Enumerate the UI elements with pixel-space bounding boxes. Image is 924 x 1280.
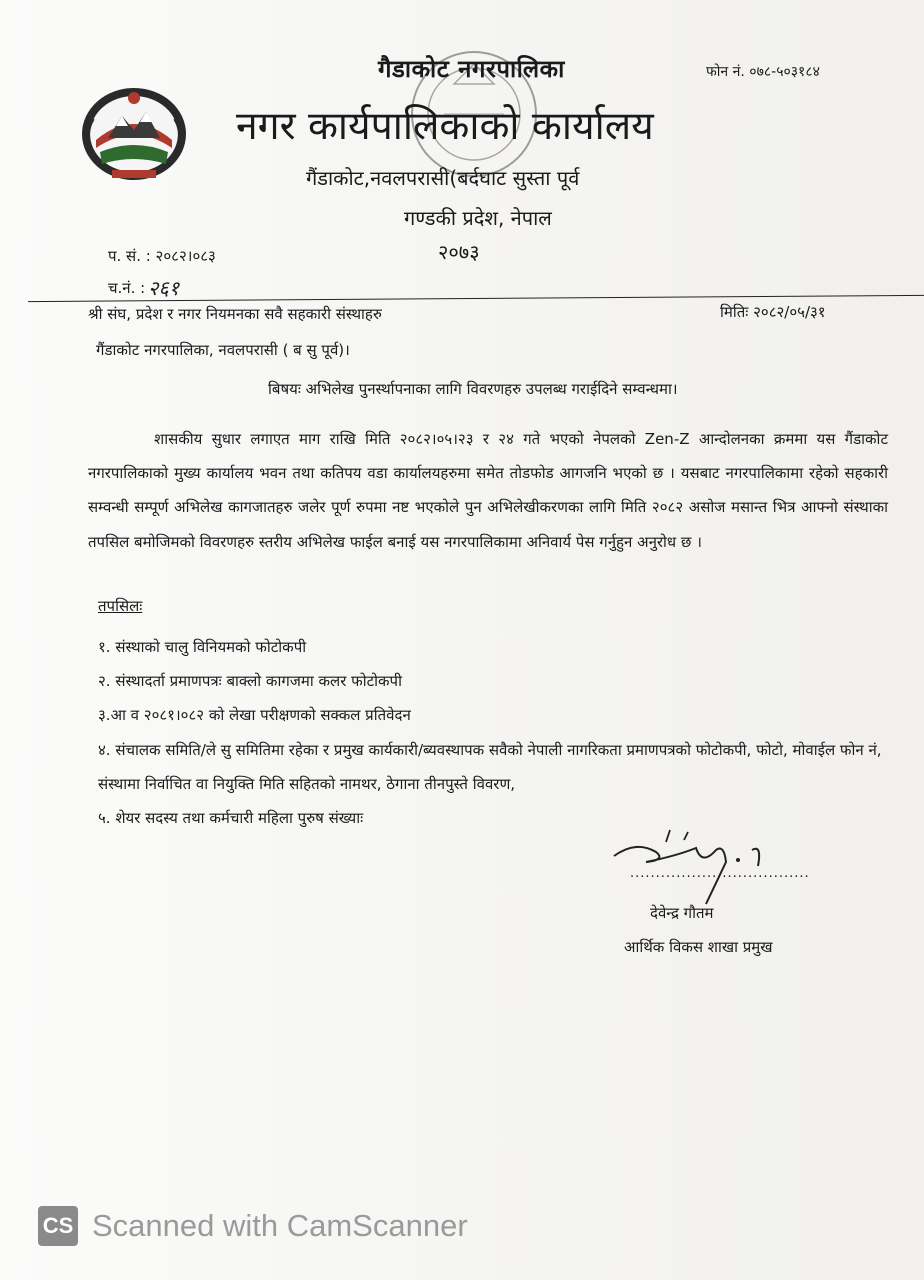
letter-body — [88, 422, 888, 559]
letter-date: मितिः २०८२/०५/३१ — [720, 303, 826, 321]
office-province: गण्डकी प्रदेश, नेपाल — [404, 206, 552, 230]
patra-sankhya: प. सं. : २०८२।०८३ — [108, 247, 216, 265]
office-address: गैंडाकोट,नवलपरासी(बर्दघाट सुस्ता पूर्व — [306, 166, 580, 190]
nepal-emblem-icon — [78, 78, 190, 184]
list-item: ३.आ व २०८१।०८२ को लेखा परीक्षणको सक्कल प्रतिवेदन — [98, 706, 411, 725]
list-item: ४. संचालक समिति/ले सु समितिमा रहेका र प्रमुख कार्यकारी/ब्यवस्थापक सवैको नेपाली नागरिकता प्रमाणपत्रको फोटोकपी, फोटो, मोवाईल फोन नं, संस्थामा निर्वाचित वा नियुक्ति मिति सहितको नामथर, ठेगाना तीनपुस्ते विवरण, — [98, 740, 882, 793]
list-item: २. संस्थादर्ता प्रमाणपत्रः बाक्लो कागजमा कलर फोटोकपी — [98, 672, 402, 691]
tapasil-heading: तपसिलः — [98, 597, 143, 615]
camscanner-watermark: Scanned with CamScanner — [92, 1208, 468, 1243]
established-year: २०७३ — [438, 240, 480, 264]
list-item: ५. शेयर सदस्य तथा कर्मचारी महिला पुरुष संख्याः — [98, 809, 364, 828]
letter-subject: बिषयः अभिलेख पुनर्स्थापनाका लागि विवरणहरु उपलब्ध गराईदिने सम्वन्धमा। — [268, 380, 678, 398]
chalani-number: २६१ — [148, 276, 180, 300]
recipient-line-1: श्री संघ, प्रदेश र नगर नियमनका सवै सहकारी संस्थाहरु — [88, 305, 382, 323]
list-item: १. संस्थाको चालु विनियमको फोटोकपी — [98, 638, 307, 656]
letter-body-text: शासकीय सुधार लगाएत माग राखि मिति २०८२।०५।२३ र २४ गते भएको नेपलको Zen-Z आन्दोलनका क्रममा यस गैंडाकोट नगरपालिकाको मुख्य कार्यालय भवन तथा कतिपय वडा कार्यालयहरुमा समेत तोडफोड आगजनि भएको छ । यसबाट नगरपालिकामा रहेको सहकारी सम्वन्धी सम्पूर्ण अभिलेख कागजातहरु जलेर पूर्ण रुपमा नष्ट भएकोले पुन अभिलेखीकरणका लागि मिति २०८२ असोज मसान्त भित्र आफ्नो संस्थाका तपसिल बमोजिमको विवरणहरु स्तरीय अभिलेख फाईल बनाई यस नगरपालिकामा अनिवार्य पेस गर्नुहुन अनुरोध छ । — [88, 430, 888, 551]
office-title: नगर कार्यपालिकाको कार्यालय — [236, 104, 654, 149]
chalani-label: च.नं. : — [108, 279, 146, 297]
tapasil-list — [98, 630, 888, 835]
camscanner-logo-icon: CS — [38, 1206, 78, 1246]
municipality-name: गैडाकोट नगरपालिका — [378, 55, 565, 83]
office-phone: फोन नं. ०७८-५०३१८४ — [706, 64, 820, 80]
signature-line: ................................... — [630, 866, 810, 881]
signatory-name: देवेन्द्र गौतम — [650, 904, 714, 922]
signatory-title: आर्थिक विकस शाखा प्रमुख — [624, 938, 773, 956]
recipient-line-2: गैंडाकोट नगरपालिका, नवलपरासी ( ब सु पूर्व)। — [96, 341, 350, 359]
